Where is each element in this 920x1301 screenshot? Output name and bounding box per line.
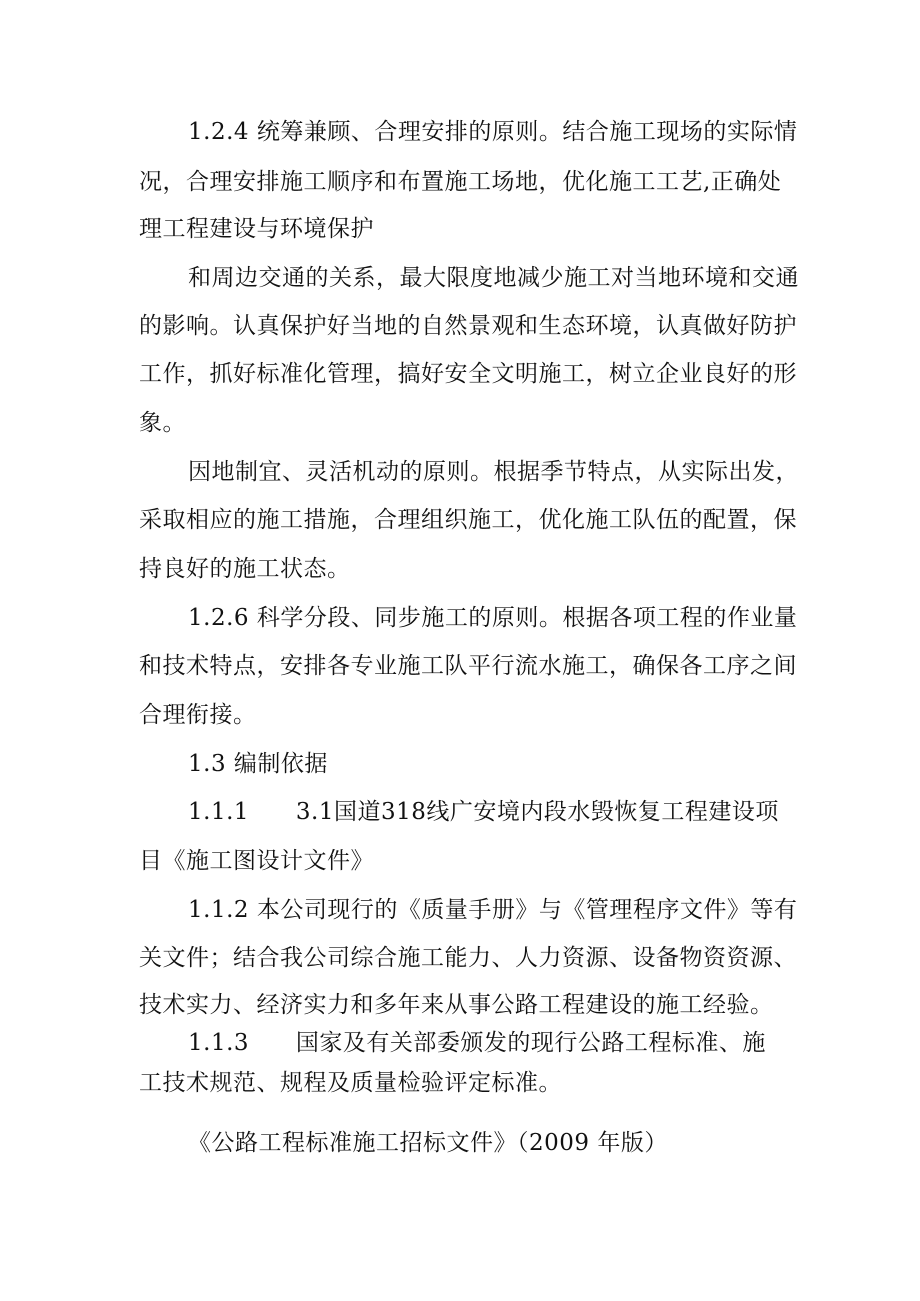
section-heading: 1.3 编制依据 <box>188 751 328 777</box>
text-line: 和技术特点，安排各专业施工队平行流水施工，确保各工序之间 <box>139 653 797 679</box>
text-line: 工作，抓好标准化管理，搞好安全文明施工，树立企业良好的形 <box>139 361 797 387</box>
text-line: 和周边交通的关系，最大限度地减少施工对当地环境和交通 <box>188 265 799 291</box>
text-line: 因地制宜、灵活机动的原则。根据季节特点，从实际出发， <box>188 459 799 485</box>
text-line: 关文件；结合我公司综合施工能力、人力资源、设备物资资源、 <box>139 945 797 971</box>
text-line: 技术实力、经济实力和多年来从事公路工程建设的施工经验。 <box>139 992 774 1018</box>
text-line: 1.1.2 本公司现行的《质量手册》与《管理程序文件》等有 <box>188 897 798 923</box>
text-line: 《公路工程标准施工招标文件》（2009 年版） <box>188 1130 668 1156</box>
text-line: 合理衔接。 <box>139 702 257 728</box>
text-line: 1.2.4 统筹兼顾、合理安排的原则。结合施工现场的实际情 <box>188 119 798 145</box>
text-line: 持良好的施工状态。 <box>139 556 351 582</box>
text-line: 采取相应的施工措施，合理组织施工，优化施工队伍的配置，保 <box>139 507 797 533</box>
text-line: 象。 <box>139 410 186 436</box>
text-line: 1.1.1 3.1国道318线广安境内段水毁恢复工程建设项 <box>188 799 779 825</box>
text-line: 1.2.6 科学分段、同步施工的原则。根据各项工程的作业量 <box>188 605 798 631</box>
text-line: 目《施工图设计文件》 <box>139 848 374 874</box>
text-line: 的影响。认真保护好当地的自然景观和生态环境，认真做好防护 <box>139 313 797 339</box>
text-line: 工技术规范、规程及质量检验评定标准。 <box>139 1070 562 1096</box>
text-line: 1.1.3 国家及有关部委颁发的现行公路工程标准、施 <box>188 1030 766 1056</box>
text-line: 理工程建设与环境保护 <box>139 216 374 242</box>
text-line: 况，合理安排施工顺序和布置施工场地，优化施工工艺,正确处 <box>139 169 782 195</box>
